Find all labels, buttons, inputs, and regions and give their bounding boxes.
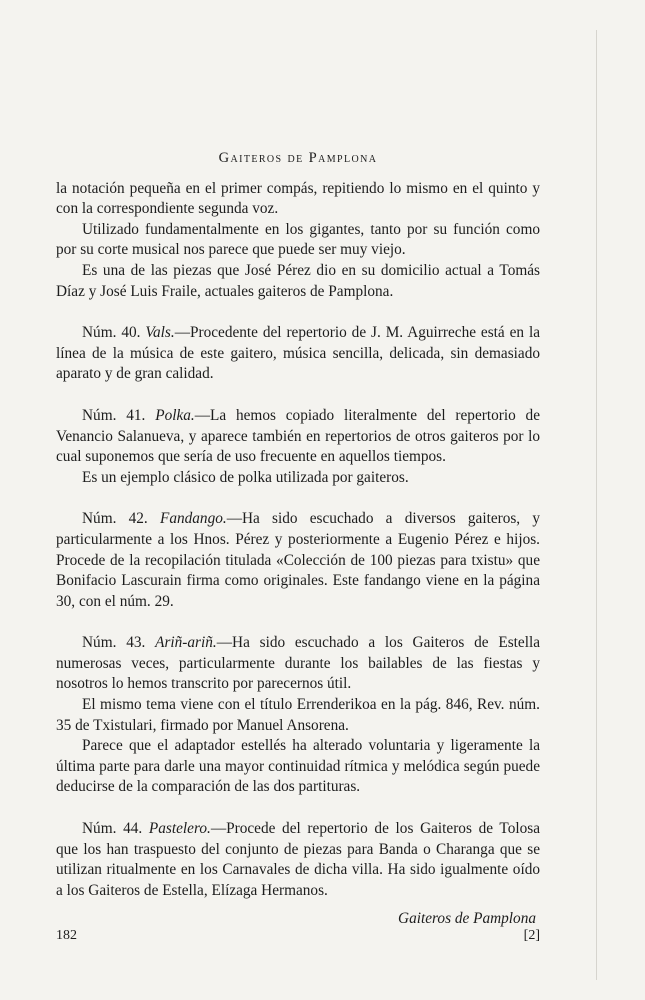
- entry-43-text: —Ha sido escuchado a los Gaiteros de Estella numerosas veces, particularmente durante los bailables de las fiestas y nosotros lo hemos transcrito por parecernos útil.: [56, 634, 540, 693]
- page-edge-line: [596, 30, 597, 980]
- entry-42-text: —Ha sido escuchado a diversos gaiteros, y particularmente a los Hnos. Pérez y posteriormente a Eugenio Pérez e hijos. Procede de la recopilación titulada «Colección de 100 piezas para txistu» que Bonifacio Lascurain firma como originales. Este fandango viene en la página 30, con el núm. 29.: [56, 510, 540, 610]
- page-footer: [56, 928, 540, 944]
- footer-bracket-number: [2]: [523, 928, 540, 943]
- entry-40-title: Vals.: [145, 324, 175, 342]
- entry-41-number: Núm. 41.: [82, 406, 146, 424]
- entry-40-text: —Procedente del repertorio de J. M. Aguirreche está en la línea de la música de este gaitero, música sencilla, delicada, sin demasiado aparato y de gran calidad.: [56, 324, 540, 383]
- entry-43-extra-2: Parece que el adaptador estellés ha alterado voluntaria y ligeramente la última parte para darle una mayor continuidad rítmica y melódica según puede deducirse de la comparación de las dos partituras.: [56, 737, 540, 796]
- entry-43-number: Núm. 43.: [82, 634, 146, 652]
- entry-43-title: Ariñ-ariñ.: [155, 634, 217, 652]
- entry-42-title: Fandango.: [159, 510, 227, 528]
- entry-44-number: Núm. 44.: [82, 820, 143, 838]
- entry-41: [56, 406, 540, 468]
- running-header: Gaiteros de Pamplona: [218, 150, 378, 166]
- paragraph-continuation: la notación pequeña en el primer compás, repitiendo lo mismo en el quinto y con la correspondiente segunda voz.: [56, 179, 540, 218]
- page-number: 182: [56, 928, 77, 943]
- entry-44: [56, 819, 540, 901]
- entry-40: [56, 323, 540, 385]
- entry-40-number: Núm. 40.: [82, 324, 141, 342]
- entry-43: [56, 633, 540, 695]
- signature: Gaiteros de Pamplona: [398, 910, 536, 928]
- entry-41-text: —La hemos copiado literalmente del repertorio de Venancio Salanueva, y aparece también en repertorios de otros gaiteros por lo cual suponemos que sería de uso frecuente en aquellos tiempos.: [56, 406, 540, 466]
- page-body: [56, 148, 540, 930]
- entry-42: [56, 509, 540, 612]
- entry-43-extra-1: El mismo tema viene con el título Errenderikoa en la pág. 846, Rev. núm. 35 de Txistulari, firmado por Manuel Ansorena.: [56, 696, 540, 734]
- entry-42-number: Núm. 42.: [82, 510, 148, 528]
- entry-41-extra: Es un ejemplo clásico de polka utilizada por gaiteros.: [82, 468, 409, 486]
- paragraph-origin: Es una de las piezas que José Pérez dio en su domicilio actual a Tomás Díaz y José Luis Fraile, actuales gaiteros de Pamplona.: [56, 261, 540, 300]
- entry-44-title: Pastelero.: [148, 820, 211, 838]
- paragraph-usage: Utilizado fundamentalmente en los gigantes, tanto por su función como por su corte musical nos parece que puede ser muy viejo.: [56, 220, 540, 259]
- entry-44-text: —Procede del repertorio de los Gaiteros de Tolosa que los han traspuesto del conjunto de piezas para Banda o Charanga que se utilizan ritualmente en los Carnavales de dicha villa. Ha sido igualmente oído a los Gaiteros de Estella, Elízaga Hermanos.: [56, 820, 540, 899]
- entry-41-title: Polka.: [155, 406, 195, 424]
